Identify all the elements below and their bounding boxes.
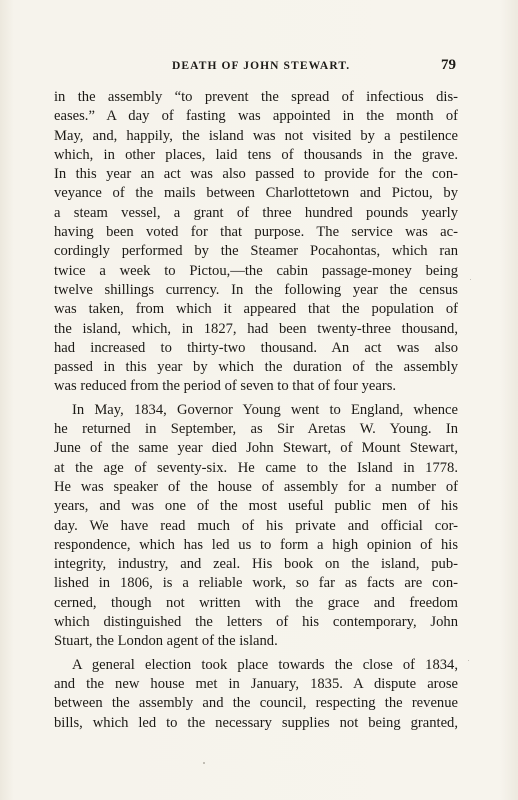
paragraph [54,401,458,652]
text-line: In this year an act was also passed to provide for the con- [54,166,458,183]
text-line: having been voted for that purpose. The service was ac- [54,224,458,241]
text-line: bills, which led to the necessary supplies not being granted, [54,714,458,731]
text-line: which distinguished the letters of his contemporary, John [54,614,458,631]
text-line: May, and, happily, the island was not visited by a pestilence [54,127,458,144]
text-line: twelve shillings currency. In the following year the census [54,281,458,298]
text-line: lished in 1806, is a reliable work, so far as facts are con- [54,575,458,592]
running-head-title: DEATH OF JOHN STEWART. [172,60,351,72]
text-line: In May, 1834, Governor Young went to England, whence [72,401,458,418]
text-line: Stuart, the London agent of the island. [54,633,278,650]
text-line: He was speaker of the house of assembly for a number of [54,478,458,495]
text-line: and the new house met in January, 1835. A dispute arose [54,675,458,692]
text-line: veyance of the mails between Charlottetown and Pictou, by [54,185,458,202]
paragraph [54,88,458,397]
text-line: between the assembly and the council, respecting the revenue [54,695,458,712]
text-line: at the age of seventy-six. He came to the Island in 1778. [54,459,458,476]
print-speck [470,279,471,280]
text-line: he returned in September, as Sir Aretas W. Young. In [54,421,458,438]
text-line: years, and was one of the most useful public men of his [54,498,458,515]
text-line: was taken, from which it appeared that the population of [54,301,458,318]
text-line: respondence, which has led us to form a high opinion of his [54,536,458,553]
text-line: A general election took place towards the close of 1834, [72,656,458,673]
text-line: a steam vessel, a grant of three hundred pounds yearly [54,204,458,221]
text-line: had increased to thirty-two thousand. An act was also [54,339,458,356]
text-line: eases.” A day of fasting was appointed in the month of [54,108,458,125]
paragraph [54,656,458,733]
text-line: June of the same year died John Stewart, of Mount Stewart, [54,440,458,457]
body-text [54,88,458,733]
text-line: in the assembly “to prevent the spread of infectious dis- [54,89,458,105]
text-line: the island, which, in 1827, had been twenty-three thousand, [54,320,458,337]
text-line: integrity, industry, and zeal. His book on the island, pub- [54,556,458,573]
print-speck [468,660,469,661]
text-line: passed in this year by which the duration of the assembly [54,359,458,376]
text-line: was reduced from the period of seven to that of four years. [54,378,397,395]
page-number: 79 [441,57,456,73]
text-line: cordingly performed by the Steamer Pocahontas, which ran [54,243,458,260]
text-line: which, in other places, laid tens of thousands in the grave. [54,146,458,163]
text-line: day. We have read much of his private and official cor- [54,517,458,534]
print-speck [203,762,205,764]
text-line: cerned, though not written with the grace and freedom [54,594,458,611]
text-line: twice a week to Pictou,—the cabin passage-money being [54,262,458,279]
running-head [0,57,518,77]
